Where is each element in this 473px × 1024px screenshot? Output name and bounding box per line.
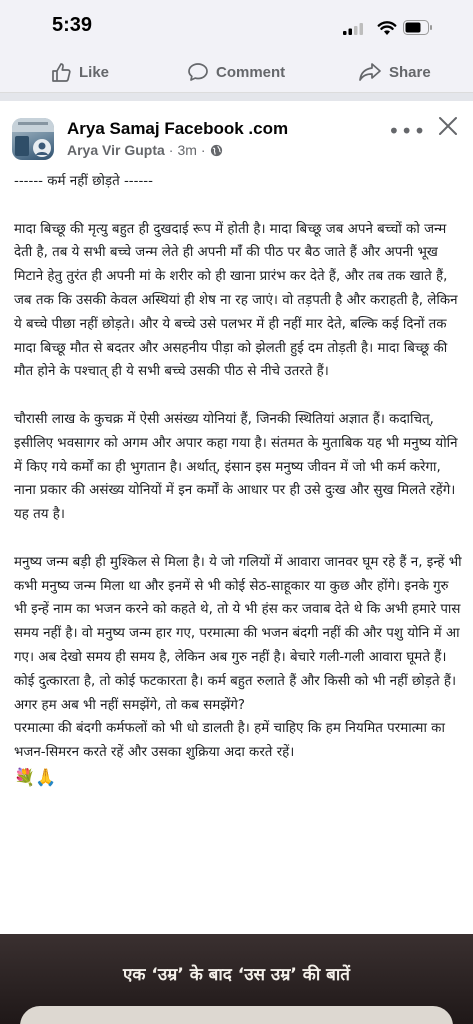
- meta-separator: ·: [168, 142, 174, 158]
- meta-separator-2: ·: [200, 142, 206, 158]
- share-icon: [358, 61, 382, 83]
- post-heading: ------ कर्म नहीं छोड़ते ------: [14, 174, 153, 189]
- like-label: Like: [79, 63, 110, 81]
- post-time[interactable]: 3m: [177, 142, 197, 158]
- close-icon[interactable]: [438, 116, 458, 136]
- wifi-icon: [377, 20, 397, 36]
- post-line-5: परमात्मा की बंदगी कर्मफलों को भी धो डालती है। हमें चाहिए कि हम नियमित परमात्मा का भजन-सिमरन करते रहें और उसका शुक्रिया अदा करते रहें।: [14, 721, 445, 761]
- like-button[interactable]: [50, 58, 109, 86]
- more-options-icon[interactable]: •••: [388, 119, 427, 143]
- comment-icon: [187, 61, 209, 83]
- globe-icon: [210, 144, 223, 157]
- post-paragraph-2: चौरासी लाख के कुचक्र में ऐसी असंख्य योनियां हैं, जिनकी स्थितियां अज्ञात हैं। कदाचित्, इसीलिए भवसागर को अगम और अपार कहा गया है। संतमत के मुताबिक यह भी मनुष्य योनि में किए गये कर्मों का ही भुगतान है। अर्थात्, इंसान इस मनुष्य जीवन में जो भी कर्म करेगा, नाना प्रकार की असंख्य योनियों में इन कर्मों के आधार पर ही उसे दुःख और सुख मिलते रहेंगे। यह तय है।: [14, 411, 458, 523]
- image-lettering: [20, 1006, 453, 1024]
- post-action-bar: [0, 52, 473, 93]
- post-header: [0, 101, 473, 167]
- page-name[interactable]: Arya Samaj Facebook .com: [67, 119, 289, 138]
- comment-button[interactable]: [187, 58, 285, 86]
- share-button[interactable]: [358, 58, 431, 86]
- post-meta: [67, 142, 223, 158]
- avatar-image: [12, 118, 54, 160]
- feed-divider: [0, 93, 473, 101]
- post-emojis: 💐🙏: [14, 767, 57, 788]
- status-bar: [0, 0, 473, 52]
- battery-icon: [403, 20, 433, 35]
- image-caption: एक ‘उम्र’ के बाद ‘उस उम्र’ की बातें: [123, 965, 350, 985]
- page-avatar[interactable]: [12, 118, 54, 160]
- post-body: [14, 170, 462, 791]
- share-label: Share: [389, 63, 431, 81]
- post-image[interactable]: [0, 934, 473, 1024]
- clock: 5:39: [52, 14, 93, 36]
- post-line-4: अगर हम अब भी नहीं समझेंगे, तो कब समझेंगे?: [14, 697, 246, 713]
- like-icon: [50, 61, 72, 83]
- post-paragraph-3: मनुष्य जन्म बड़ी ही मुश्किल से मिला है। ये जो गलियों में आवारा जानवर घूम रहे हैं न, इन्हें भी कभी मनुष्य जन्म मिला था और इनमें से भी कोई सेठ-साहूकार या कुछ और होंगे। इनके गुरु भी इन्हें नाम का भजन करने को कहते थे, तो ये भी हंस कर जवाब देते थे कि अभी हमारे पास समय नहीं है। वो मनुष्य जन्म हार गए, परमात्मा की भजन बंदगी नहीं की और पशु योनि में आ गए। अब देखो समय ही समय है, लेकिन अब गुरु नहीं है। बेचारे गली-गली आवारा घूमते हैं। कोई दुत्कारता है, तो कोई फटकारता है। कर्म बहुत रुलाते हैं और किसी को भी नहीं छोड़ते हैं।: [14, 554, 462, 689]
- comment-label: Comment: [216, 63, 286, 81]
- signal-icon: [343, 23, 363, 35]
- post-paragraph-1: मादा बिच्छू की मृत्यु बहुत ही दुखदाई रूप में होती है। मादा बिच्छू जब अपने बच्चों को जन्म देती है, तब ये सभी बच्चे जन्म लेते ही अपनी मांँ की पीठ पर बैठ जाते हैं और अपनी भूख मिटाने हेतु तुरंत ही अपनी मां के शरीर को ही खाना प्रारंभ कर देते हैं, और तब तक खाते हैं, जब तक कि उसकी केवल अस्थियां ही शेष ना रह जाएं। वो तड़पती है और कराहती है, लेकिन ये बच्चे पीछा नहीं छोड़ते। और ये बच्चे उसे पलभर में ही नहीं मार देते, बल्कि कई दिनों तक मादा बिच्छू मौत से बदतर और असहनीय पीड़ा को झेलती हुई दम तोड़ती है। मादा बिच्छू की मौत होने के पश्चात् ही ये सभी बच्चे उसकी पीठ से नीचे उतरते हैं।: [14, 221, 458, 380]
- author-name[interactable]: Arya Vir Gupta: [67, 142, 165, 158]
